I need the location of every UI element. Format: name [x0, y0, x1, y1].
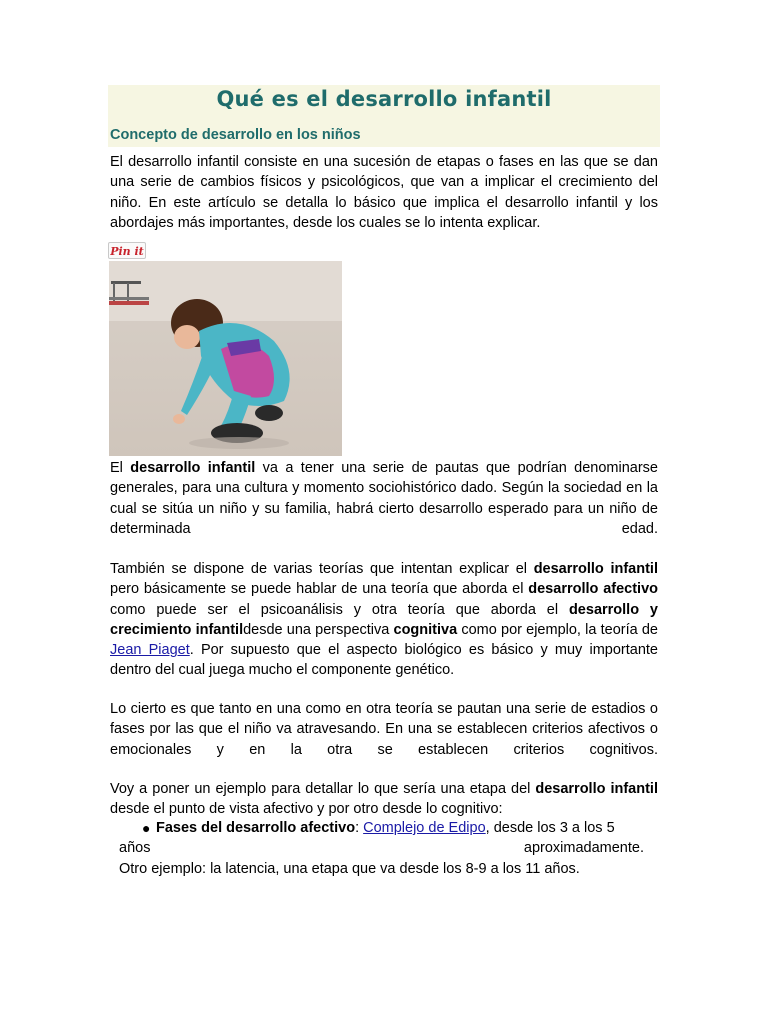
list-item-continuation: años aproximadamente.: [119, 840, 644, 857]
paragraph-teorias: También se dispone de varias teorías que intentan explicar el desarrollo infantil pero básicamente se puede hablar de una teoría que aborda el desarrollo afectivo como puede ser el psicoanálisis y otra teoría que aborda el desarrollo y crecimiento infantildesde una perspectiva cognitiva como por ejemplo, la teoría de Jean Piaget. Por supuesto que el aspecto biológico es básico y muy importante dentro del cual juega mucho el componente genético.: [110, 561, 658, 679]
paragraph-pautas: El desarrollo infantil va a tener una serie de pautas que podrían denominarse generales, para una cultura y momento sociohistórico dado. Según la sociedad en la cual se sitúa un niño y su familia, habrá cierto desarrollo esperado para un niño de determinada edad.: [110, 460, 658, 537]
header-box: [108, 85, 660, 147]
bullet-icon: ●: [142, 820, 151, 836]
paragraph-estadios: Lo cierto es que tanto en una como en otra teoría se pautan una serie de estadios o fases por las que el niño va atravesando. En una se establecen criterios afectivos o emocionales y en la otra se establecen criterios cognitivos.: [110, 701, 658, 758]
page-title: Qué es el desarrollo infantil: [216, 87, 552, 111]
list-item-extra: Otro ejemplo: la latencia, una etapa que va desde los 8-9 a los 11 años.: [119, 860, 580, 877]
phases-list: [110, 818, 658, 879]
pinterest-pin-button[interactable]: Pin it: [108, 242, 146, 259]
child-crouching-photo: [109, 261, 342, 456]
section-subtitle: Concepto de desarrollo en los niños: [110, 127, 361, 143]
list-item: ● Fases del desarrollo afectivo: Complejo de Edipo, desde los 3 a los 5: [110, 818, 658, 838]
intro-paragraph: El desarrollo infantil consiste en una sucesión de etapas o fases en las que se dan una serie de cambios físicos y psicológicos, que van a implicar el crecimiento del niño. En este artículo se detalla lo básico que implica el desarrollo infantil y los abordajes más importantes, desde los cuales se lo intenta explicar.: [110, 154, 658, 231]
paragraph-ejemplo: Voy a poner un ejemplo para detallar lo que sería una etapa del desarrollo infantil desde el punto de vista afectivo y por otro desde lo cognitivo:: [110, 781, 658, 818]
complejo-de-edipo-link[interactable]: Complejo de Edipo: [363, 820, 486, 836]
jean-piaget-link[interactable]: Jean Piaget: [110, 642, 190, 659]
